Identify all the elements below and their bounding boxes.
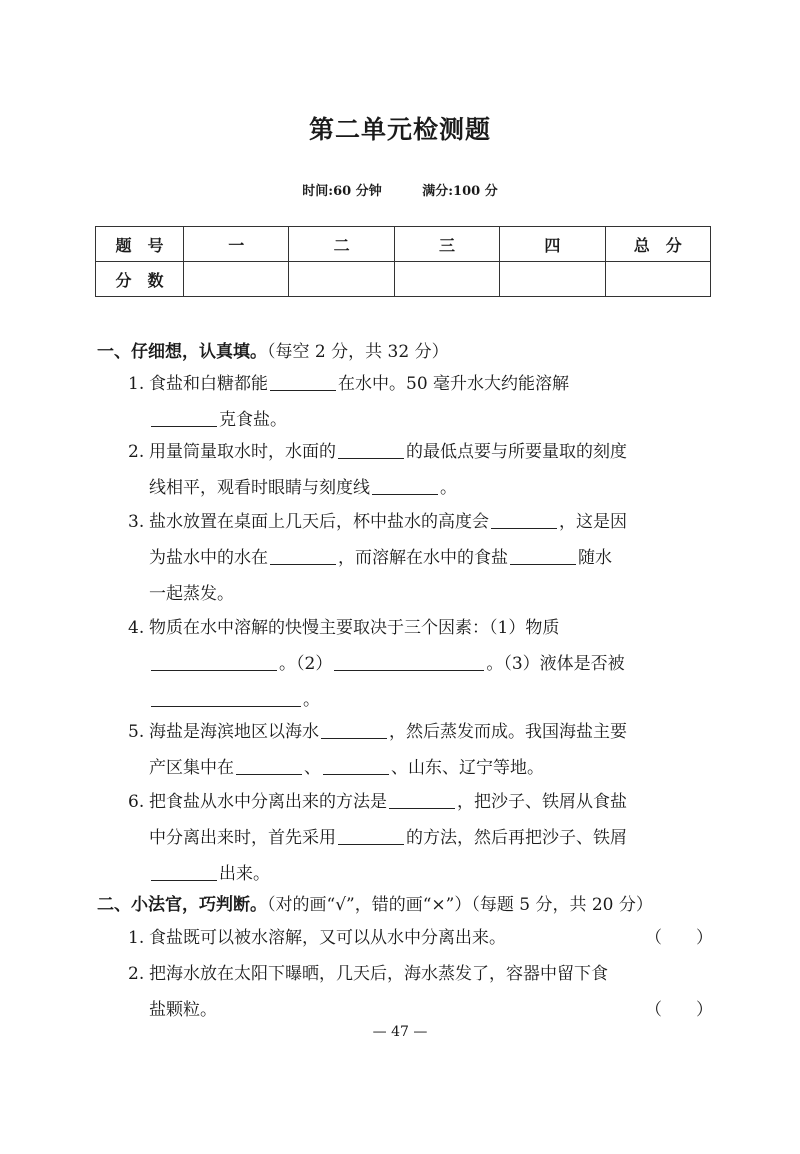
question-1-4: 4. 物质在水中溶解的快慢主要取决于三个因素：（1）物质 。（2） 。（3）液体是否被 。 <box>128 618 625 710</box>
answer-blank[interactable] <box>338 824 404 845</box>
score-entry-cell[interactable] <box>184 262 289 297</box>
score-entry-cell[interactable] <box>289 262 394 297</box>
answer-blank[interactable] <box>491 508 557 529</box>
answer-blank[interactable] <box>151 860 217 881</box>
question-1-6: 6. 把食盐从水中分离出来的方法是 ，把沙子、铁屑从食盐 中分离出来时，首先采用 的方法，然后再把沙子、铁屑 出来。 <box>128 784 713 892</box>
answer-blank[interactable] <box>321 718 387 739</box>
section2-note: （对的画“√”，错的画“×”）（每题 5 分，共 20 分） <box>267 895 653 915</box>
answer-blank[interactable] <box>151 686 301 707</box>
question-1-3: 3. 盐水放置在桌面上几天后，杯中盐水的高度会 ，这是因 为盐水中的水在 ，而溶解在水中的食盐 随水 一起蒸发。 <box>128 504 713 612</box>
exam-meta <box>0 180 800 199</box>
score-row-label: 分 数 <box>96 262 184 297</box>
score-entry-cell[interactable] <box>605 262 710 297</box>
answer-blank[interactable] <box>270 370 336 391</box>
answer-blank[interactable] <box>323 754 389 775</box>
question-1-1: 1. 食盐和白糖都能 在水中。50 毫升水大约能溶解 克食盐。 <box>128 366 713 438</box>
answer-blank[interactable] <box>151 406 217 427</box>
section1-title: 一、仔细想，认真填。 <box>97 342 267 362</box>
score-table <box>95 226 711 297</box>
score-entry-cell[interactable] <box>500 262 605 297</box>
answer-blank[interactable] <box>334 650 484 671</box>
answer-blank[interactable] <box>270 544 336 565</box>
score-header-cell: 总 分 <box>605 227 710 262</box>
question-2-2: 2. 把海水放在太阳下曝晒，几天后，海水蒸发了，容器中留下食 盐颗粒。 （ ） <box>128 956 713 1028</box>
answer-blank[interactable] <box>372 474 438 495</box>
score-header-cell: 一 <box>184 227 289 262</box>
answer-blank[interactable] <box>389 788 455 809</box>
score-table-header-row <box>96 227 711 262</box>
score-table-score-row <box>96 262 711 297</box>
score-header-cell: 题 号 <box>96 227 184 262</box>
answer-parentheses[interactable]: （ ） <box>645 928 713 948</box>
section1-note: （每空 2 分，共 32 分） <box>267 342 449 362</box>
section2-title: 二、小法官，巧判断。 <box>97 895 267 915</box>
score-header-cell: 三 <box>394 227 499 262</box>
answer-parentheses[interactable]: （ ） <box>645 1000 713 1020</box>
exam-full-score: 满分:100 分 <box>422 184 498 199</box>
score-header-cell: 二 <box>289 227 394 262</box>
answer-blank[interactable] <box>236 754 302 775</box>
page-title: 第二单元检测题 <box>308 115 491 144</box>
answer-blank[interactable] <box>510 544 576 565</box>
section2-heading <box>97 890 653 915</box>
answer-blank[interactable] <box>151 650 277 671</box>
page-number: — 47 — <box>372 1024 428 1040</box>
answer-blank[interactable] <box>338 438 404 459</box>
question-2-1: 1. 食盐既可以被水溶解，又可以从水中分离出来。 （ ） <box>128 920 713 956</box>
question-1-2: 2. 用量筒量取水时，水面的 的最低点要与所要量取的刻度 线相平，观看时眼睛与刻度线 。 <box>128 434 713 506</box>
question-1-5: 5. 海盐是海滨地区以海水 ，然后蒸发而成。我国海盐主要 产区集中在 、 、山东、辽宁等地。 <box>128 714 713 786</box>
exam-time: 时间:60 分钟 <box>302 184 382 199</box>
score-header-cell: 四 <box>500 227 605 262</box>
section1-heading <box>97 337 449 362</box>
score-entry-cell[interactable] <box>394 262 499 297</box>
